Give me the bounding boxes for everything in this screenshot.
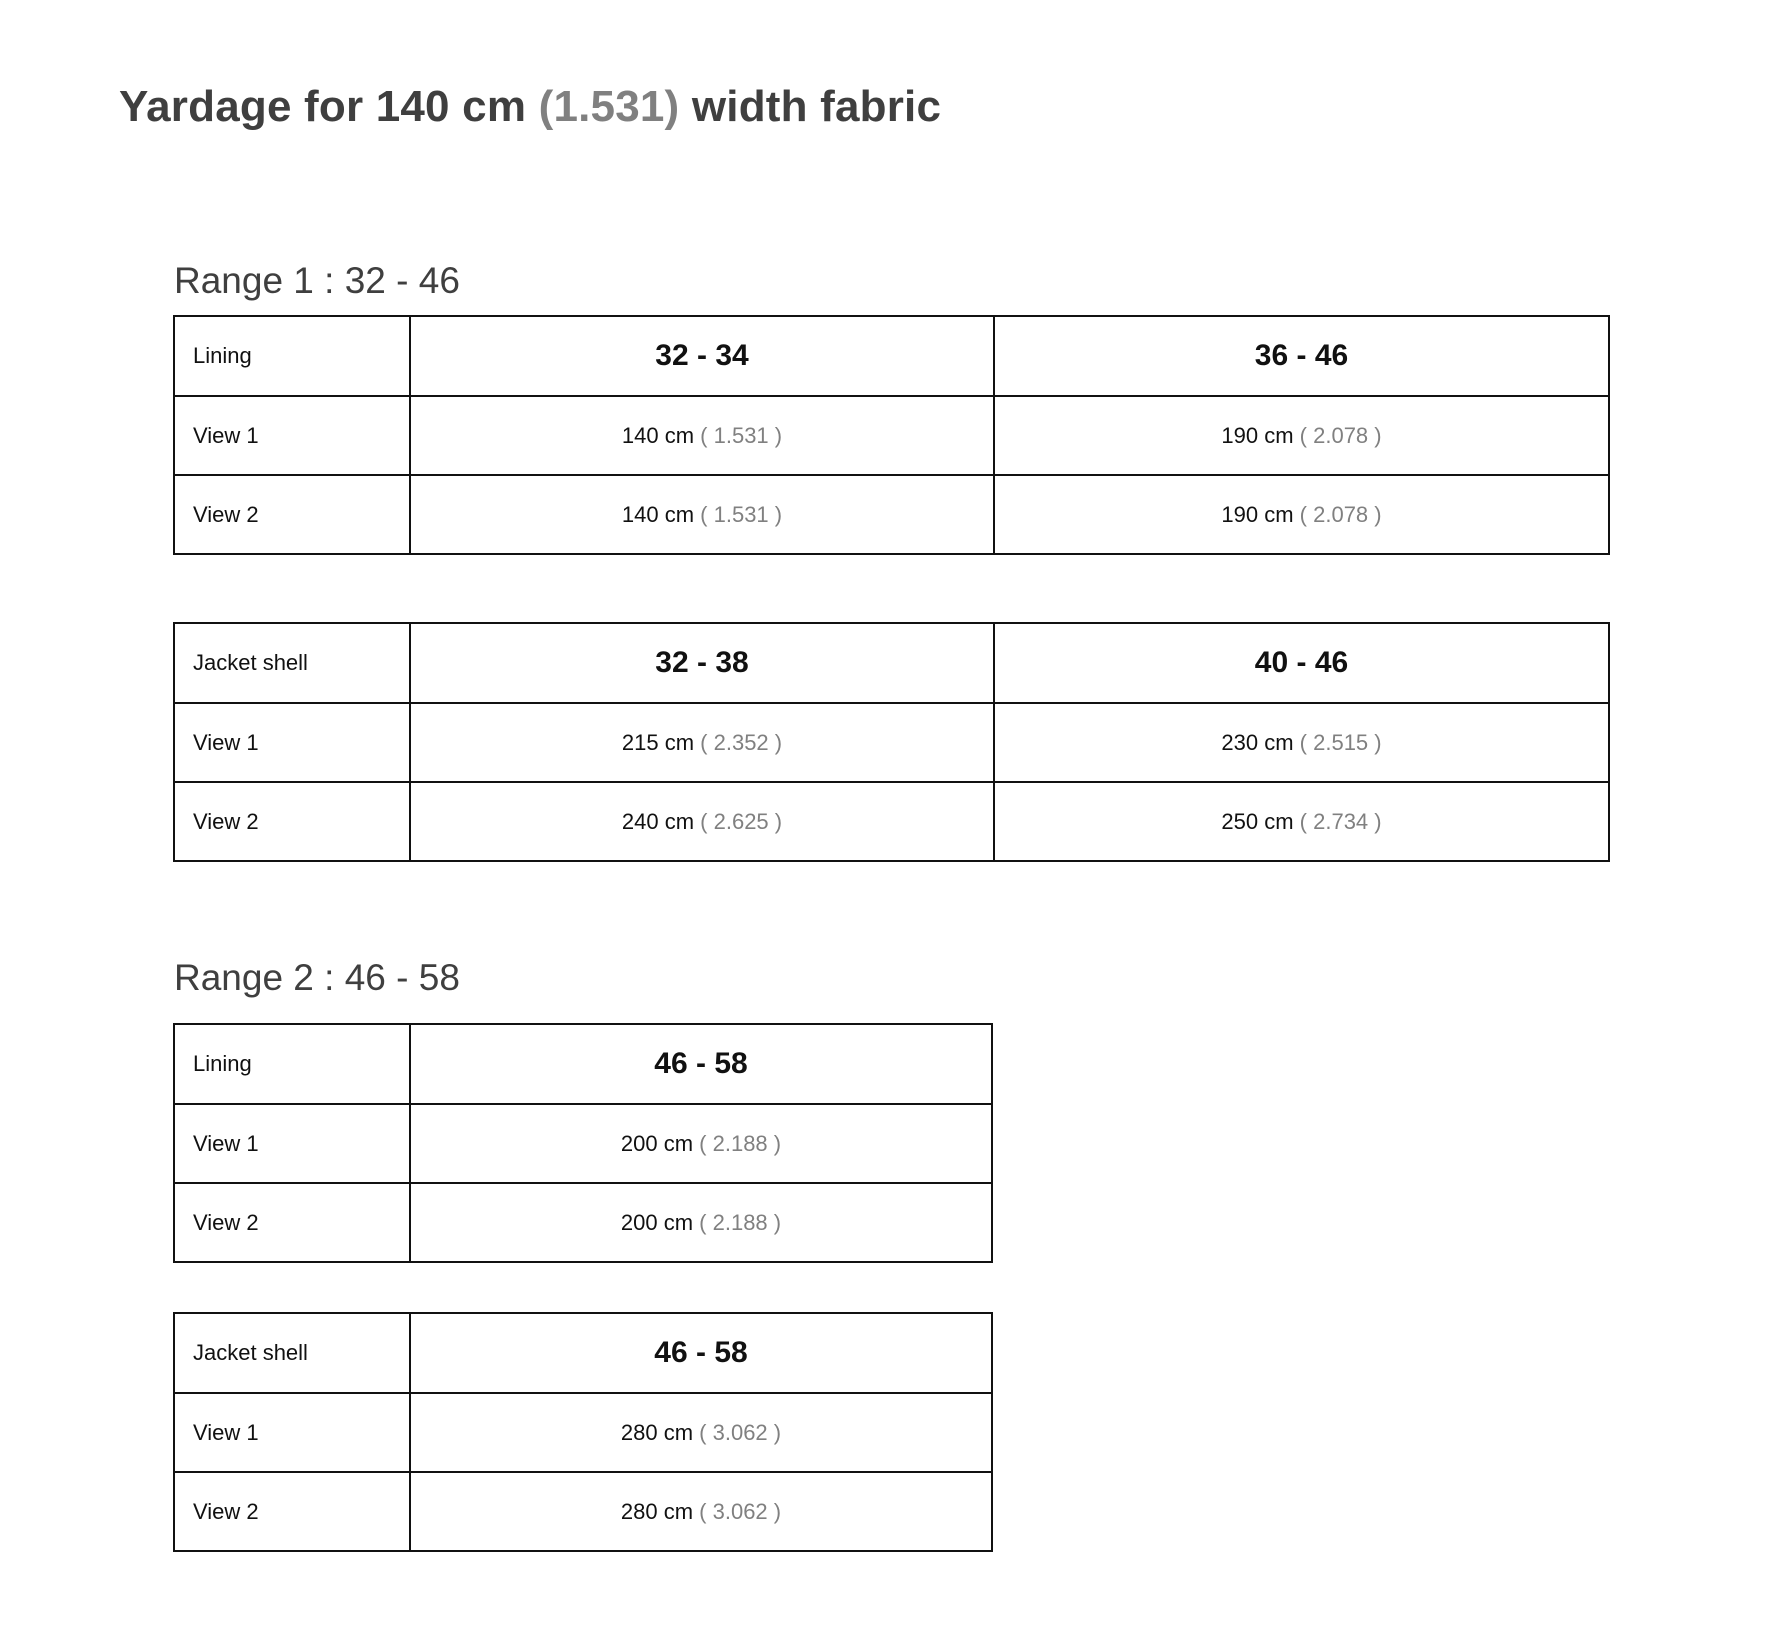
value-yards: ( 2.352 ) bbox=[700, 729, 783, 755]
table-header-row bbox=[174, 1313, 992, 1393]
value-cell bbox=[410, 703, 994, 782]
size-header: 46 - 58 bbox=[410, 1024, 992, 1104]
value-cm: 200 cm bbox=[620, 1130, 694, 1156]
row-label: View 1 bbox=[174, 1104, 410, 1183]
value-cm: 140 cm bbox=[621, 422, 695, 448]
value-cm: 190 cm bbox=[1221, 422, 1294, 448]
table-row bbox=[174, 1472, 992, 1551]
table-label: Jacket shell bbox=[174, 1313, 410, 1393]
page-title bbox=[119, 82, 941, 132]
value-cell bbox=[994, 475, 1609, 554]
value-yards: ( 2.078 ) bbox=[1299, 422, 1382, 448]
table-row bbox=[174, 782, 1609, 861]
table-header-row bbox=[174, 623, 1609, 703]
value-cell bbox=[994, 396, 1609, 475]
range-2-heading: Range 2 : 46 - 58 bbox=[174, 957, 460, 998]
size-header: 36 - 46 bbox=[994, 316, 1609, 396]
value-cm: 230 cm bbox=[1221, 729, 1294, 755]
value-yards: ( 2.515 ) bbox=[1299, 729, 1382, 755]
value-cm: 280 cm bbox=[620, 1419, 694, 1445]
range-2-lining-table bbox=[173, 1023, 993, 1263]
table-row bbox=[174, 1393, 992, 1472]
size-header: 40 - 46 bbox=[994, 623, 1609, 703]
value-cell bbox=[410, 1183, 992, 1262]
table-header-row bbox=[174, 316, 1609, 396]
table-row bbox=[174, 396, 1609, 475]
table-label: Lining bbox=[174, 1024, 410, 1104]
value-cm: 200 cm bbox=[620, 1209, 694, 1235]
value-cm: 280 cm bbox=[620, 1498, 694, 1524]
value-yards: ( 3.062 ) bbox=[699, 1419, 782, 1445]
row-label: View 1 bbox=[174, 703, 410, 782]
value-cm: 250 cm bbox=[1221, 808, 1294, 834]
value-cm: 190 cm bbox=[1221, 501, 1294, 527]
value-cell bbox=[994, 703, 1609, 782]
title-yards: (1.531) bbox=[538, 82, 680, 131]
value-cell bbox=[410, 1104, 992, 1183]
range-1-jacket-shell-table bbox=[173, 622, 1610, 862]
table-row bbox=[174, 703, 1609, 782]
size-header: 32 - 34 bbox=[410, 316, 994, 396]
value-cell bbox=[410, 1393, 992, 1472]
row-label: View 1 bbox=[174, 396, 410, 475]
table-row bbox=[174, 475, 1609, 554]
row-label: View 2 bbox=[174, 1183, 410, 1262]
value-yards: ( 2.734 ) bbox=[1299, 808, 1382, 834]
value-yards: ( 1.531 ) bbox=[700, 501, 783, 527]
value-yards: ( 1.531 ) bbox=[700, 422, 783, 448]
value-cell bbox=[410, 475, 994, 554]
value-yards: ( 2.188 ) bbox=[699, 1130, 782, 1156]
value-cm: 140 cm bbox=[621, 501, 695, 527]
value-yards: ( 3.062 ) bbox=[699, 1498, 782, 1524]
value-cm: 240 cm bbox=[621, 808, 695, 834]
range-1-heading: Range 1 : 32 - 46 bbox=[174, 260, 460, 301]
table-row bbox=[174, 1104, 992, 1183]
title-suffix: width fabric bbox=[691, 82, 942, 131]
value-cell bbox=[410, 782, 994, 861]
table-label: Jacket shell bbox=[174, 623, 410, 703]
title-prefix: Yardage for 140 cm bbox=[119, 82, 527, 131]
row-label: View 2 bbox=[174, 1472, 410, 1551]
size-header: 32 - 38 bbox=[410, 623, 994, 703]
size-header: 46 - 58 bbox=[410, 1313, 992, 1393]
value-cell bbox=[410, 1472, 992, 1551]
value-yards: ( 2.625 ) bbox=[700, 808, 783, 834]
value-yards: ( 2.078 ) bbox=[1299, 501, 1382, 527]
table-header-row bbox=[174, 1024, 992, 1104]
table-label: Lining bbox=[174, 316, 410, 396]
row-label: View 2 bbox=[174, 475, 410, 554]
value-cell bbox=[410, 396, 994, 475]
value-yards: ( 2.188 ) bbox=[699, 1209, 782, 1235]
value-cell bbox=[994, 782, 1609, 861]
range-2-jacket-shell-table bbox=[173, 1312, 993, 1552]
range-1-lining-table bbox=[173, 315, 1610, 555]
row-label: View 2 bbox=[174, 782, 410, 861]
table-row bbox=[174, 1183, 992, 1262]
row-label: View 1 bbox=[174, 1393, 410, 1472]
value-cm: 215 cm bbox=[621, 729, 695, 755]
